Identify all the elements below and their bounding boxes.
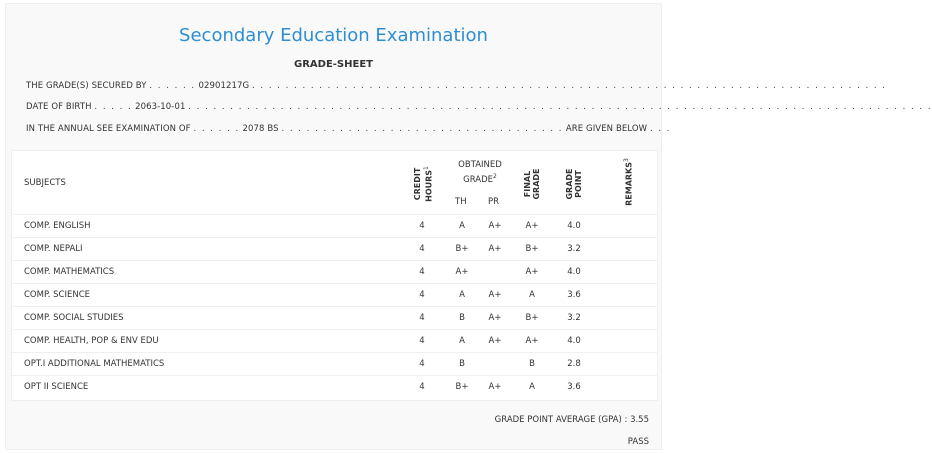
- final-grade-cell: B: [529, 359, 535, 369]
- header-obtained-grade: OBTAINED GRADE$^2$: [458, 160, 502, 185]
- final-grade-cell: A+: [525, 221, 539, 231]
- table-row: [12, 260, 657, 283]
- info-line-dob: [26, 102, 932, 112]
- table-row: [12, 214, 657, 237]
- dots: . . . . . .: [193, 124, 240, 134]
- dots: . . . . . . . . . . . . . . . . . . . . . . . . . . . . . . . . . . . . . . . . . . . . . . . . . . . . . . . . . . . . . . . . . . . . . . . . . . . .: [252, 81, 887, 91]
- gpa-value: 3.55: [630, 415, 649, 425]
- credit-hours-cell: 4: [419, 267, 425, 277]
- subject-cell: COMP. SOCIAL STUDIES: [24, 313, 124, 323]
- pr-grade-cell: A+: [488, 336, 502, 346]
- grade-sheet: [5, 3, 932, 450]
- dots: . . . . .: [94, 102, 133, 112]
- header-final-grade: FINAL GRADE: [523, 168, 541, 200]
- credit-hours-cell: 4: [419, 313, 425, 323]
- final-grade-cell: A+: [525, 267, 539, 277]
- header-remarks: REMARKS$^3$: [623, 158, 634, 206]
- page-subtitle: GRADE-SHEET: [294, 59, 373, 70]
- final-grade-cell: A: [529, 382, 535, 392]
- th-grade-cell: A+: [455, 267, 469, 277]
- final-grade-cell: A: [529, 290, 535, 300]
- final-grade-cell: B+: [525, 244, 539, 254]
- subject-cell: COMP. ENGLISH: [24, 221, 91, 231]
- pr-grade-cell: A+: [488, 221, 502, 231]
- subject-cell: COMP. NEPALI: [24, 244, 83, 254]
- grade-point-cell: 3.2: [567, 313, 581, 323]
- info-line-symbol: [26, 81, 887, 91]
- symbol-number: 02901217G: [198, 81, 250, 91]
- gpa-summary: [495, 415, 649, 425]
- header-credit-hours: CREDIT HOURS$^1$: [413, 166, 434, 202]
- credit-hours-cell: 4: [419, 290, 425, 300]
- credit-hours-cell: 4: [419, 244, 425, 254]
- grade-point-cell: 2.8: [567, 359, 581, 369]
- grade-point-cell: 4.0: [567, 336, 581, 346]
- th-grade-cell: A: [459, 290, 465, 300]
- dots: . . .: [650, 124, 672, 134]
- subject-cell: OPT II SCIENCE: [24, 382, 89, 392]
- gpa-label: GRADE POINT AVERAGE (GPA) :: [494, 415, 628, 425]
- credit-hours-cell: 4: [419, 382, 425, 392]
- subject-cell: OPT.I ADDITIONAL MATHEMATICS: [24, 359, 165, 369]
- symbol-label: THE GRADE(S) SECURED BY: [26, 81, 147, 91]
- pr-grade-cell: A+: [488, 290, 502, 300]
- table-row: [12, 375, 657, 398]
- dots: . . . . . . . . . . . . . . . . . . . . . . . . . . . . . . . . . .: [281, 124, 563, 134]
- pr-grade-cell: A+: [488, 313, 502, 323]
- info-line-exam: [26, 124, 671, 134]
- grade-point-cell: 4.0: [567, 267, 581, 277]
- th-grade-cell: B+: [455, 382, 469, 392]
- header-pr: PR: [488, 197, 500, 207]
- table-row: [12, 306, 657, 329]
- credit-hours-cell: 4: [419, 221, 425, 231]
- credit-hours-cell: 4: [419, 359, 425, 369]
- credit-hours-cell: 4: [419, 336, 425, 346]
- dots: . . . . . . . . . . . . . . . . . . . . . . . . . . . . . . . . . . . . . . . . . . . . . . . . . . . . . . . . . . . . . . . . . . . . . . . . . . . . . . . . . . . . . . . . .: [188, 102, 932, 112]
- dob-label: DATE OF BIRTH: [26, 102, 92, 112]
- grade-point-cell: 3.2: [567, 244, 581, 254]
- dots: . . . . . .: [149, 81, 196, 91]
- dob-value: 2063-10-01: [135, 102, 186, 112]
- pr-grade-cell: A+: [488, 382, 502, 392]
- exam-year: 2078 BS: [242, 124, 279, 134]
- table-row: [12, 283, 657, 306]
- header-subjects: SUBJECTS: [24, 178, 66, 188]
- th-grade-cell: B+: [455, 244, 469, 254]
- subject-cell: COMP. MATHEMATICS: [24, 267, 115, 277]
- th-grade-cell: A: [459, 221, 465, 231]
- result-status: PASS: [627, 437, 649, 447]
- grade-point-cell: 4.0: [567, 221, 581, 231]
- table-row: [12, 352, 657, 375]
- th-grade-cell: B: [459, 359, 465, 369]
- exam-label: IN THE ANNUAL SEE EXAMINATION OF: [26, 124, 191, 134]
- final-grade-cell: B+: [525, 313, 539, 323]
- page-title: Secondary Education Examination: [179, 25, 488, 46]
- header-grade-point: GRADE POINT: [565, 168, 583, 200]
- table-row: [12, 329, 657, 352]
- subject-cell: COMP. HEALTH, POP & ENV EDU: [24, 336, 159, 346]
- grades-table: [11, 150, 658, 401]
- pr-grade-cell: A+: [488, 244, 502, 254]
- grade-point-cell: 3.6: [567, 382, 581, 392]
- final-grade-cell: A+: [525, 336, 539, 346]
- th-grade-cell: B: [459, 313, 465, 323]
- subject-cell: COMP. SCIENCE: [24, 290, 91, 300]
- grade-point-cell: 3.6: [567, 290, 581, 300]
- header-th: TH: [455, 197, 467, 207]
- table-row: [12, 237, 657, 260]
- exam-suffix: ARE GIVEN BELOW: [565, 124, 648, 134]
- th-grade-cell: A: [459, 336, 465, 346]
